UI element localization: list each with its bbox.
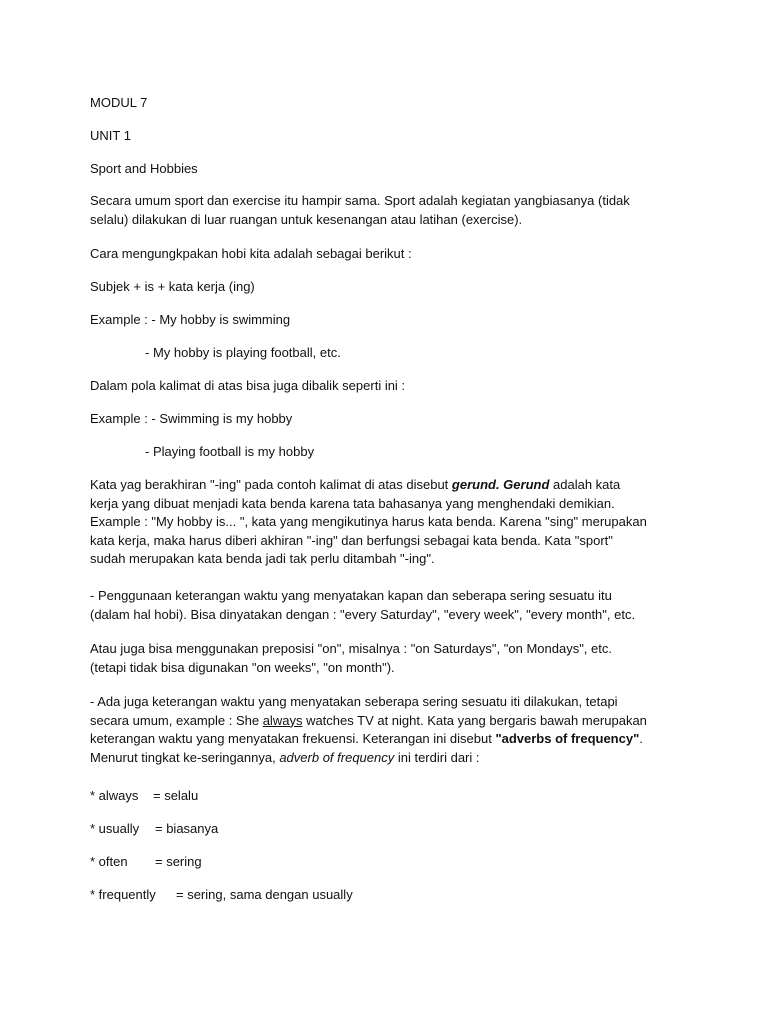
- intro-paragraph: Secara umum sport dan exercise itu hampir sama. Sport adalah kegiatan yangbiasanya (tidak selalu) dilakukan di luar ruangan untuk kesenangan atau latihan (exercise).: [90, 193, 630, 227]
- freq-text-a: - Ada juga keterangan waktu yang menyatakan seberapa sering sesuatu iti dilakukan, tetapi secara umum, example : She: [90, 694, 618, 728]
- adverb-term: * often: [90, 854, 128, 869]
- always-underlined: always: [262, 712, 303, 728]
- adverb-term: * usually: [90, 821, 140, 836]
- example-2a: Example : - Swimming is my hobby: [90, 411, 293, 426]
- gerund-text-1: Kata yag berakhiran "-ing" pada contoh kalimat di atas disebut: [90, 477, 452, 492]
- example-2b: - Playing football is my hobby: [145, 444, 315, 459]
- time-adverb-paragraph: - Penggunaan keterangan waktu yang menyatakan kapan dan seberapa sering sesuatu itu (dalam hal hobi). Bisa dinyatakan dengan : "every Saturday", "every week", "every month", etc.: [90, 588, 636, 622]
- adverb-meaning: = selalu: [153, 788, 199, 803]
- module-heading: MODUL 7: [90, 95, 148, 110]
- unit-heading: UNIT 1: [90, 128, 131, 143]
- freq-text-b: watches TV at night. Kata yang bergaris bawah merupakan keterangan waktu yang menyatakan frekuensi. Keterangan ini disebut: [90, 712, 647, 746]
- example-1a: Example : - My hobby is swimming: [90, 312, 291, 327]
- example-1b: - My hobby is playing football, etc.: [145, 345, 341, 360]
- adverb-italic: adverb of frequency: [279, 749, 395, 765]
- frequency-paragraph: [90, 693, 650, 767]
- formula-line: Subjek + is + kata kerja (ing): [90, 279, 255, 294]
- adverb-meaning: = sering, sama dengan usually: [176, 887, 353, 902]
- adverb-item-always: [90, 787, 198, 805]
- freq-text-d: ini terdiri dari :: [394, 749, 480, 765]
- reverse-pattern-intro: Dalam pola kalimat di atas bisa juga dibalik seperti ini :: [90, 378, 406, 393]
- adverb-term: * always: [90, 788, 139, 803]
- expression-intro: Cara mengungkpakan hobi kita adalah sebagai berikut :: [90, 246, 412, 261]
- topic-heading: Sport and Hobbies: [90, 161, 198, 176]
- adverb-item-frequently: [90, 886, 353, 904]
- preposition-paragraph: Atau juga bisa menggunakan preposisi "on", misalnya : "on Saturdays", "on Mondays", etc. (tetapi tidak bisa digunakan "on weeks", "on month").: [90, 641, 612, 675]
- gerund-term: gerund. Gerund: [451, 477, 550, 492]
- adverb-item-often: [90, 853, 202, 871]
- adverbs-of-frequency-bold: "adverbs of frequency": [495, 731, 640, 746]
- adverb-item-usually: [90, 820, 218, 838]
- gerund-paragraph: [90, 476, 650, 569]
- gerund-text-2: adalah kata kerja yang dibuat menjadi kata benda karena tata bahasanya yang menghendaki demikian. Example : "My hobby is... ", kata yang mengikutinya harus kata benda. Karena "sing" merupakan kata kerja, maka harus diberi akhiran "-ing" dan berfungsi sebagai kata benda. Kata "sport" sudah merupakan kata benda jadi tak perlu ditambah "-ing".: [90, 477, 647, 566]
- adverb-term: * frequently: [90, 887, 156, 902]
- adverb-meaning: = sering: [155, 854, 202, 869]
- adverb-meaning: = biasanya: [155, 821, 219, 836]
- freq-text-c: . Menurut tingkat ke-seringannya,: [90, 731, 643, 765]
